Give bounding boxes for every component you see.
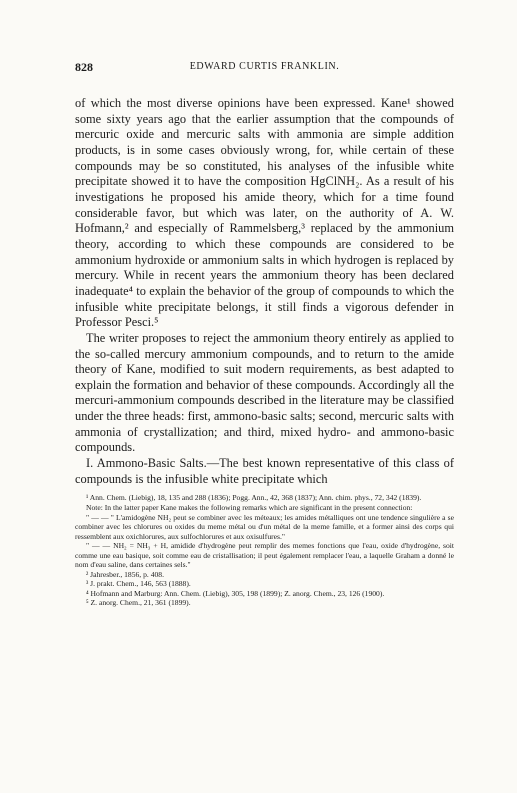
footnote-quote-1: " — — " L'amidogène NH₂ peut se combiner avec les méteaux; les amides métalliques ont une tendence singulière a se combiner avec les chlorures ou oxides du meme métal ou d'un métal de la meme famille, et a former ainsi des corps qui ressemblent aux oxichlorures, aux sulfochlorures et aux oxisulfures." xyxy=(75,512,454,541)
running-head: EDWARD CURTIS FRANKLIN. xyxy=(189,61,340,72)
footnote-note: Note: In the latter paper Kane makes the following remarks which are significant in the present connection: xyxy=(86,502,413,512)
page-header xyxy=(75,60,454,80)
paragraph-3: I. Ammono-Basic Salts.—The best known representative of this class of compounds is the infusible white precipitate which xyxy=(75,456,454,486)
footnote-4: ⁴ Hofmann and Marburg: Ann. Chem. (Liebig), 305, 198 (1899); Z. anorg. Chem., 23, 126 (1900). xyxy=(86,588,385,598)
page-number: 828 xyxy=(75,60,93,74)
footnote-5: ⁵ Z. anorg. Chem., 21, 361 (1899). xyxy=(86,598,191,608)
footnotes xyxy=(75,493,454,608)
body-text xyxy=(75,96,454,487)
footnote-quote-2: " — — NH₂ = NH₃ + H, amidide d'hydrogène peut remplir des memes fonctions que l'eau, oxide d'hydrogène, soit comme une eau basique, soit comme eau de cristallisation; il peut également remplacer l'eau, a laquelle Graham a donné le nom d'eau saline, dans certaines sels." xyxy=(75,541,454,570)
page xyxy=(75,60,454,608)
footnote-3: ³ J. prakt. Chem., 146, 563 (1888). xyxy=(86,579,191,589)
paragraph-2: The writer proposes to reject the ammonium theory entirely as applied to the so-called mercury ammonium compounds, and to return to the amide theory of Kane, modified to suit modern requirements, as best adapted to explain the formation and behavior of these compounds. Accordingly all the mercuri-ammonium compounds described in the literature may be classified under the three heads: first, ammono-basic salts; second, mercuric salts with ammonia of crystallization; and third, mixed hydro- and ammono-basic compounds. xyxy=(75,330,454,455)
paragraph-1: of which the most diverse opinions have been expressed. Kane¹ showed some sixty years ago that the earlier assumption that the compounds of mercuric oxide and mercuric salts with ammonia are simple addition products, is in some cases obviously wrong, for, while certain of these compounds may be so constituted, his analyses of the infusible white precipitate showed it to have the composition HgClNH₂. As a result of his investigations he proposed his amide theory, which for a time found considerable favor, but which was later, on the authority of A. W. Hofmann,² and especially of Rammelsberg,³ replaced by the ammonium theory, according to which these compounds are considered to be ammonium hydroxide or ammonium salts in which hydrogen is replaced by mercury. While in recent years the ammonium theory has been declared inadequate⁴ to explain the behavior of the group of compounds to which the infusible white precipitate belongs, it still finds a vigorous defender in Professor Pesci.⁵ xyxy=(75,96,454,330)
footnote-2: ² Jahresber., 1856, p. 408. xyxy=(86,569,164,579)
footnote-1: ¹ Ann. Chem. (Liebig), 18, 135 and 288 (1836); Pogg. Ann., 42, 368 (1837); Ann. chim. phys., 72, 342 (1839). xyxy=(86,493,422,503)
